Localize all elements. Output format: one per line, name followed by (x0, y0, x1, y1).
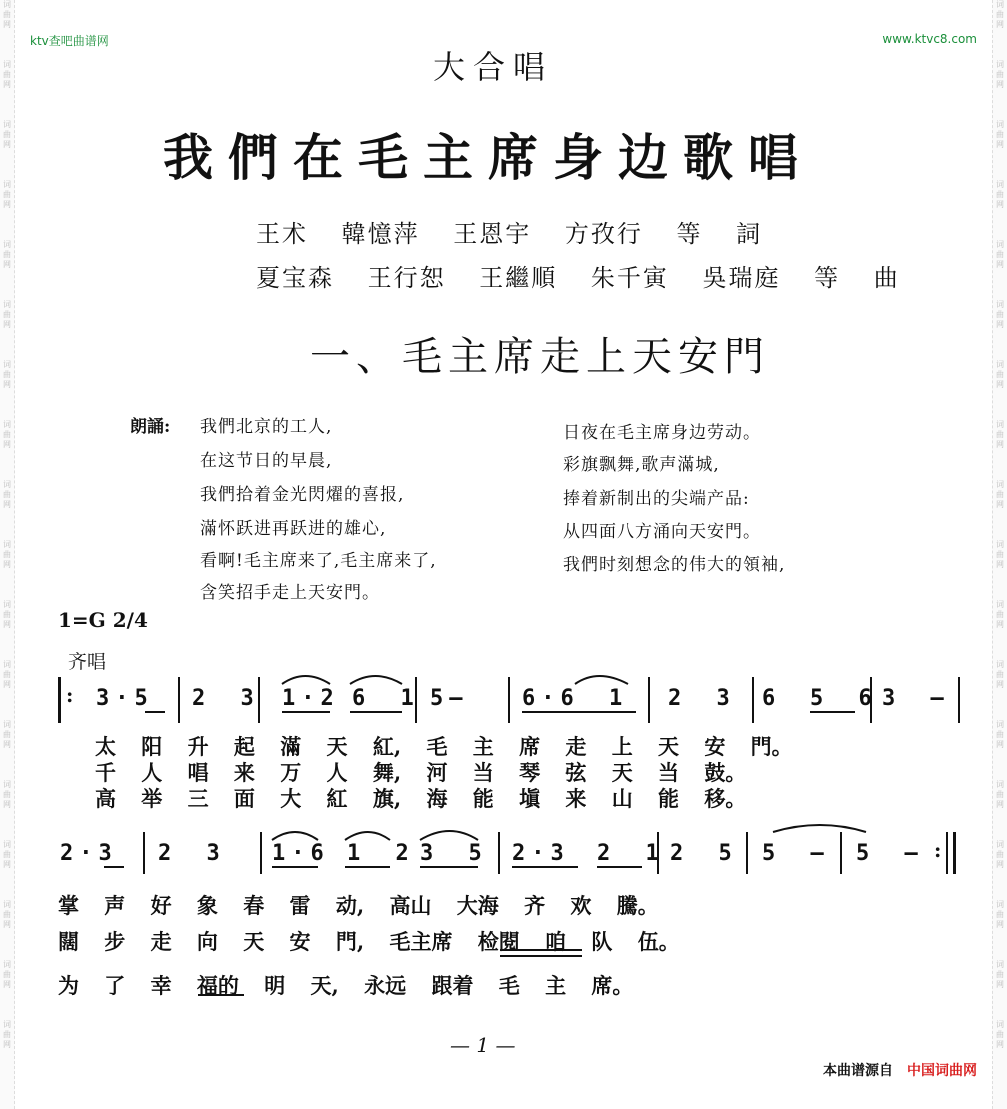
lyric-line-verse3: 高 举 三 面 大 紅 旗, 海 能 塡 来 山 能 移。 (95, 786, 747, 811)
repeat-dots: : (934, 838, 942, 862)
recitation-left-line: 我們北京的工人, (200, 417, 333, 437)
recitation-right-line: 从四面八方涌向天安門。 (563, 522, 761, 542)
edge-watermark-text: 词曲网 (3, 60, 11, 89)
note-group: 1·6 (272, 841, 330, 866)
edge-watermark-text: 词曲网 (3, 0, 11, 29)
slur (350, 676, 402, 684)
recitation-right-line: 捧着新制出的尖端产品: (563, 489, 750, 509)
edge-watermark-text: 词曲网 (3, 300, 11, 329)
recitation-left-line: 含笑招手走上天安門。 (200, 583, 380, 603)
note-group: 5 — (856, 841, 924, 866)
work-title: 我們在毛主席身边歌唱 (163, 128, 813, 187)
note-group: 6·6 1 (522, 686, 629, 711)
edge-watermark-text: 词曲网 (996, 120, 1004, 149)
note-group: 2·3 (60, 841, 118, 866)
edge-watermark-text: 词曲网 (3, 840, 11, 869)
edge-watermark-text: 词曲网 (996, 600, 1004, 629)
slur (272, 832, 318, 840)
note-group: 2·3 (512, 841, 570, 866)
edge-watermark-text: 词曲网 (3, 480, 11, 509)
edge-watermark-text: 词曲网 (3, 960, 11, 989)
source-brand[interactable]: 中国词曲网 (907, 1063, 977, 1079)
lyric-line-verse3: 为 了 幸 福的 明 天, 永远 跟着 毛 主 席。 (58, 973, 634, 998)
note-group: 2 1 (597, 841, 665, 866)
note-group: 5— (430, 686, 469, 711)
edge-watermark-text: 词曲网 (996, 720, 1004, 749)
performance-label: 齐唱 (68, 651, 107, 673)
slur (420, 831, 478, 840)
recitation-left-line: 我們拾着金光閃燿的喜报, (200, 485, 405, 505)
composers-credit: 夏宝森 王行恕 王繼順 朱千寅 吳瑞庭 等 曲 (256, 264, 900, 292)
edge-watermark-text: 词曲网 (996, 480, 1004, 509)
edge-watermark-text: 词曲网 (996, 900, 1004, 929)
recitation-left-line: 滿怀跃进再跃进的雄心, (200, 519, 387, 539)
note-group: 2 3 (668, 686, 736, 711)
recitation-right-line: 彩旗飘舞,歌声滿城, (563, 455, 720, 475)
edge-watermark-text: 词曲网 (996, 780, 1004, 809)
edge-watermark-text: 词曲网 (3, 180, 11, 209)
edge-watermark-text: 词曲网 (996, 660, 1004, 689)
note-group: 6 1 (352, 686, 420, 711)
edge-watermark-text: 词曲网 (3, 720, 11, 749)
source-label: 本曲谱源自 (823, 1063, 893, 1079)
edge-watermark-text: 词曲网 (3, 900, 11, 929)
slur (575, 676, 628, 684)
edge-watermark-text: 词曲网 (996, 240, 1004, 269)
note-group: 5 6 (810, 686, 878, 711)
edge-watermark-text: 词曲网 (3, 540, 11, 569)
note-group: 1 2 (347, 841, 415, 866)
edge-watermark-text: 词曲网 (3, 240, 11, 269)
note-group: 3 5 (420, 841, 488, 866)
lyric-line-verse1: 太 阳 升 起 滿 天 紅, 毛 主 席 走 上 天 安 門。 (95, 734, 793, 759)
edge-watermark-text: 词曲网 (3, 600, 11, 629)
edge-watermark-text: 词曲网 (996, 360, 1004, 389)
edge-watermark-text: 词曲网 (3, 1020, 11, 1049)
lyricists-credit: 王术 韓憶萍 王恩宇 方孜行 等 詞 (256, 220, 763, 248)
edge-watermark-text: 词曲网 (996, 540, 1004, 569)
note-group: 3·5 (96, 686, 154, 711)
lyric-line-verse1: 掌 声 好 象 春 雷 动, 高山 大海 齐 欢 騰。 (58, 893, 659, 918)
note-group: 6 (762, 686, 782, 711)
edge-watermark-text: 词曲网 (996, 60, 1004, 89)
recitation-left-line: 看啊!毛主席来了,毛主席来了, (200, 551, 437, 571)
note-group: 5 — (762, 841, 830, 866)
edge-watermark-text: 词曲网 (3, 660, 11, 689)
edge-watermark-text: 词曲网 (3, 120, 11, 149)
edge-watermark-text: 词曲网 (3, 420, 11, 449)
edge-watermark-text: 词曲网 (996, 420, 1004, 449)
lyric-line-verse2: 千 人 唱 来 万 人 舞, 河 当 琴 弦 天 当 鼓。 (95, 760, 747, 785)
note-group: 3 — (882, 686, 950, 711)
edge-watermark-text: 词曲网 (996, 300, 1004, 329)
note-group: 2 3 (158, 841, 226, 866)
source-footer (823, 1060, 977, 1080)
note-group: 2 3 (192, 686, 260, 711)
recitation-right-line: 我們时刻想念的伟大的領袖, (563, 555, 786, 575)
edge-watermark-text: 词曲网 (3, 780, 11, 809)
edge-watermark-text: 词曲网 (996, 180, 1004, 209)
edge-watermark-text: 词曲网 (3, 360, 11, 389)
lyric-line-verse2: 闊 步 走 向 天 安 門, 毛主席 检閱 咱 队 伍。 (58, 929, 680, 954)
tie (773, 825, 866, 832)
page-number: — 1 — (450, 1033, 516, 1057)
site-watermark-left: ktv查吧曲谱网 (30, 34, 109, 48)
repeat-dots: : (66, 683, 74, 707)
slur (345, 832, 390, 840)
edge-watermark-text: 词曲网 (996, 1020, 1004, 1049)
recitation-left-line: 在这节日的早晨, (200, 451, 333, 471)
note-group: 2 5 (670, 841, 738, 866)
recitation-right-line: 日夜在毛主席身边劳动。 (563, 423, 761, 443)
edge-watermark-text: 词曲网 (996, 840, 1004, 869)
section-title: 一、毛主席走上天安門 (310, 334, 770, 380)
key-signature: 1=G 2/4 (58, 608, 148, 632)
edge-watermark-text: 词曲网 (996, 0, 1004, 29)
work-subtitle: 大合唱 (433, 48, 554, 86)
recitation-label: 朗誦: (130, 417, 171, 437)
edge-watermark-text: 词曲网 (996, 960, 1004, 989)
note-group: 1·2 (282, 686, 340, 711)
slur (282, 676, 330, 684)
site-watermark-right: www.ktvc8.com (882, 32, 977, 46)
